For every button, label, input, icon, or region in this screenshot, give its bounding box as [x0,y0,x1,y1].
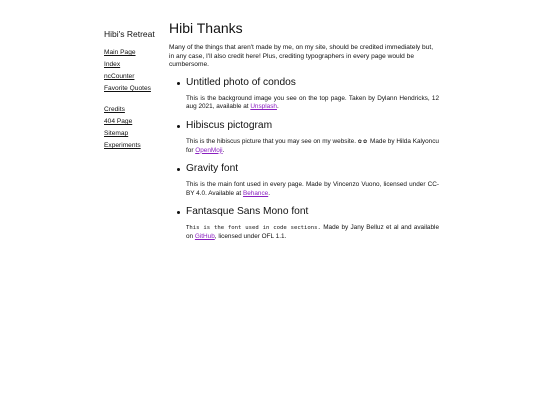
github-link[interactable]: GitHub [194,232,215,240]
credit-title: Gravity font [186,163,239,175]
openmoji-link[interactable]: OpenMoji [195,146,223,154]
sidebar [104,29,164,161]
credit-description [186,181,439,198]
bullet-icon [177,168,180,171]
nav-primary [104,47,164,95]
credit-text: This is the hibiscus picture that you may see on my website. [186,137,358,145]
bullet-icon [177,125,180,128]
credit-item-fantasque-font [169,205,439,241]
credit-text-mid: Made by Hilda Kalyoncu for [186,137,439,154]
intro-paragraph: Many of the things that aren't made by me, on my site, should be credited immediately but, in any case, I'll also credit here! Plus, crediting typographers in every page would be cumbersome. [169,44,434,69]
nav-link-404-page[interactable]: 404 Page [104,118,133,125]
credit-text-end: . [268,189,270,197]
site-title: Hibi's Retreat [104,29,155,39]
nav-secondary [104,104,164,152]
nav-item-nccounter [104,71,164,83]
credit-title: Hibiscus pictogram [186,119,273,131]
nav-item-sitemap [104,128,164,140]
page-title: Hibi Thanks [169,20,243,36]
nav-item-favorite-quotes [104,83,164,95]
credit-title: Untitled photo of condos [186,76,296,88]
credit-item-gravity-font [169,162,439,198]
hibiscus-icon: ✿✿ [357,138,369,145]
credit-text: This is the main font used in every page. Made by Vincenzo Vuono, licensed under CC-BY 4.0. Available at [186,181,439,197]
credit-text-end: . [222,146,225,154]
credit-text-end: . [276,103,279,111]
nav-link-nccounter[interactable]: ncCounter [104,73,135,80]
nav-item-index [104,59,164,71]
main-content [169,20,439,249]
credit-title: Fantasque Sans Mono font [186,206,309,218]
credit-description [186,224,439,241]
credit-item-condos-photo [169,76,439,112]
nav-link-credits[interactable]: Credits [104,106,125,113]
bullet-icon [177,211,180,214]
credit-description [186,138,439,155]
credits-list [169,76,439,242]
nav-item-404-page [104,116,164,128]
nav-item-experiments [104,140,164,152]
credit-text: Made by Jany Belluz et al and available on [186,224,440,240]
credit-description [186,95,439,112]
nav-link-experiments[interactable]: Experiments [104,142,141,149]
code-sample-text: This is the font used in code sections. [186,225,321,232]
nav-link-index[interactable]: Index [104,61,121,68]
bullet-icon [177,82,180,85]
unsplash-link[interactable]: Unsplash [250,103,277,111]
behance-link[interactable]: Behance [242,189,269,197]
credit-item-hibiscus-pictogram [169,119,439,155]
credit-text: This is the background image you see on the top page. Taken by Dylann Hendricks, 12 aug 2021, available at [186,94,439,111]
nav-link-favorite-quotes[interactable]: Favorite Quotes [104,85,151,92]
nav-link-main-page[interactable]: Main Page [104,49,136,56]
nav-item-main-page [104,47,164,59]
credit-text-end: , licensed under OFL 1.1. [214,232,287,240]
nav-link-sitemap[interactable]: Sitemap [104,130,129,137]
nav-item-credits [104,104,164,116]
